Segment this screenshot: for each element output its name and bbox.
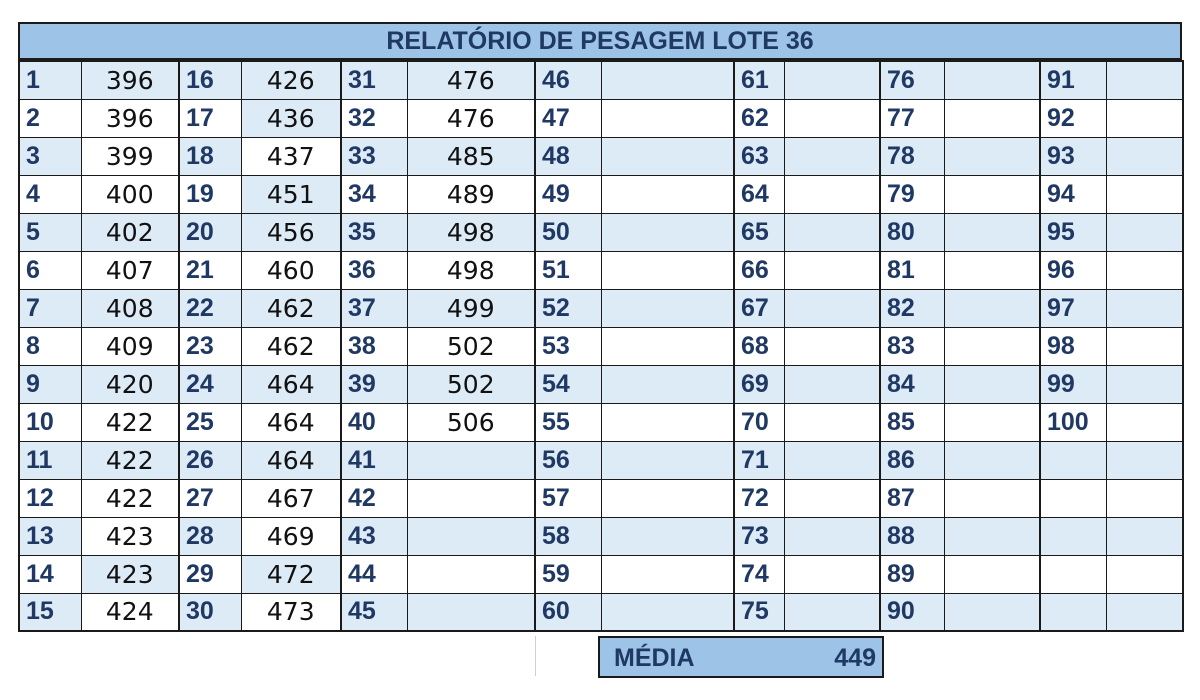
weight-value [407,441,535,479]
animal-number: 35 [341,213,407,251]
weight-value [1106,175,1183,213]
weight-value [601,365,734,403]
weight-value: 502 [407,365,535,403]
weight-value [1106,403,1183,441]
table-row [19,517,1183,555]
animal-number: 46 [535,61,601,99]
table-row [19,403,1183,441]
animal-number: 11 [19,441,81,479]
animal-number: 28 [179,517,241,555]
animal-number: 31 [341,61,407,99]
weight-value [944,61,1040,99]
animal-number: 84 [880,365,944,403]
average-value: 449 [834,644,876,672]
animal-number: 38 [341,327,407,365]
animal-number: 63 [734,137,784,175]
animal-number: 3 [19,137,81,175]
animal-number: 5 [19,213,81,251]
weight-value: 409 [81,327,179,365]
weight-value: 464 [241,403,341,441]
animal-number: 72 [734,479,784,517]
animal-number: 4 [19,175,81,213]
animal-number: 32 [341,99,407,137]
animal-number: 74 [734,555,784,593]
weight-value [944,213,1040,251]
animal-number: 41 [341,441,407,479]
weight-value [1106,251,1183,289]
animal-number: 73 [734,517,784,555]
weight-value: 396 [81,99,179,137]
weight-value: 506 [407,403,535,441]
weight-value: 426 [241,61,341,99]
animal-number: 70 [734,403,784,441]
weight-value [784,555,880,593]
animal-number: 67 [734,289,784,327]
animal-number: 78 [880,137,944,175]
animal-number: 52 [535,289,601,327]
animal-number: 48 [535,137,601,175]
animal-number: 36 [341,251,407,289]
weight-value [601,593,734,631]
animal-number: 77 [880,99,944,137]
animal-number: 47 [535,99,601,137]
weight-value: 498 [407,213,535,251]
table-row [19,61,1183,99]
weight-value: 464 [241,365,341,403]
animal-number [1040,479,1106,517]
weight-value [601,61,734,99]
weight-value: 400 [81,175,179,213]
weight-value [944,593,1040,631]
animal-number: 99 [1040,365,1106,403]
animal-number: 14 [19,555,81,593]
animal-number: 93 [1040,137,1106,175]
weight-value [1106,289,1183,327]
animal-number: 69 [734,365,784,403]
weight-value [944,403,1040,441]
weight-value [784,479,880,517]
weight-value: 456 [241,213,341,251]
weight-value: 451 [241,175,341,213]
weight-value [601,403,734,441]
weight-value [1106,327,1183,365]
weight-value [407,593,535,631]
weight-value [784,327,880,365]
animal-number: 98 [1040,327,1106,365]
animal-number: 9 [19,365,81,403]
animal-number: 1 [19,61,81,99]
animal-number: 45 [341,593,407,631]
weight-value [1106,61,1183,99]
weight-value: 499 [407,289,535,327]
animal-number: 54 [535,365,601,403]
animal-number: 97 [1040,289,1106,327]
weight-value: 502 [407,327,535,365]
weight-value [407,555,535,593]
animal-number: 53 [535,327,601,365]
weight-value [1106,441,1183,479]
table-row [19,213,1183,251]
animal-number: 21 [179,251,241,289]
weight-value [601,517,734,555]
weight-value [784,61,880,99]
animal-number: 12 [19,479,81,517]
weight-value: 422 [81,403,179,441]
table-row [19,593,1183,631]
animal-number: 75 [734,593,784,631]
animal-number: 80 [880,213,944,251]
animal-number: 37 [341,289,407,327]
weight-value [1106,555,1183,593]
weight-value [784,593,880,631]
weight-value [784,99,880,137]
table-row [19,365,1183,403]
weight-value: 396 [81,61,179,99]
animal-number: 2 [19,99,81,137]
weight-value [784,289,880,327]
animal-number: 92 [1040,99,1106,137]
animal-number: 64 [734,175,784,213]
weight-value: 462 [241,327,341,365]
weights-table [18,60,1184,632]
animal-number: 68 [734,327,784,365]
table-row [19,441,1183,479]
weight-value: 420 [81,365,179,403]
average-box [598,636,884,678]
animal-number: 81 [880,251,944,289]
animal-number: 43 [341,517,407,555]
weight-value [601,289,734,327]
animal-number: 56 [535,441,601,479]
animal-number: 50 [535,213,601,251]
weight-value: 489 [407,175,535,213]
weight-value [944,441,1040,479]
weight-value [944,137,1040,175]
animal-number: 61 [734,61,784,99]
animal-number [1040,555,1106,593]
weight-value: 485 [407,137,535,175]
weight-value: 424 [81,593,179,631]
animal-number: 57 [535,479,601,517]
report-title: RELATÓRIO DE PESAGEM LOTE 36 [18,22,1182,60]
animal-number: 79 [880,175,944,213]
animal-number: 15 [19,593,81,631]
animal-number: 91 [1040,61,1106,99]
table-row [19,99,1183,137]
weight-value [1106,213,1183,251]
animal-number [1040,517,1106,555]
weighing-report [18,22,1182,632]
weight-value: 422 [81,441,179,479]
weight-value: 460 [241,251,341,289]
animal-number: 34 [341,175,407,213]
weight-value: 472 [241,555,341,593]
animal-number: 60 [535,593,601,631]
weight-value [601,213,734,251]
weight-value: 467 [241,479,341,517]
weight-value: 408 [81,289,179,327]
weight-value [1106,479,1183,517]
animal-number: 85 [880,403,944,441]
weight-value [784,403,880,441]
animal-number: 49 [535,175,601,213]
animal-number [1040,441,1106,479]
animal-number: 71 [734,441,784,479]
weight-value [784,137,880,175]
animal-number: 33 [341,137,407,175]
weight-value [601,555,734,593]
weight-value: 422 [81,479,179,517]
weight-value [944,289,1040,327]
table-row [19,479,1183,517]
weight-value [944,175,1040,213]
animal-number: 65 [734,213,784,251]
weight-value: 498 [407,251,535,289]
animal-number: 95 [1040,213,1106,251]
weight-value: 469 [241,517,341,555]
weight-value [601,175,734,213]
weight-value [944,365,1040,403]
animal-number: 88 [880,517,944,555]
weight-value [601,251,734,289]
animal-number: 19 [179,175,241,213]
weight-value [601,99,734,137]
animal-number: 30 [179,593,241,631]
animal-number: 100 [1040,403,1106,441]
weight-value [944,517,1040,555]
animal-number: 39 [341,365,407,403]
gridline-fragment [535,636,536,676]
weight-value: 399 [81,137,179,175]
animal-number: 27 [179,479,241,517]
animal-number: 40 [341,403,407,441]
animal-number: 66 [734,251,784,289]
weight-value [784,251,880,289]
animal-number: 29 [179,555,241,593]
animal-number: 59 [535,555,601,593]
weight-value: 462 [241,289,341,327]
weight-value: 437 [241,137,341,175]
weight-value: 407 [81,251,179,289]
weight-value: 464 [241,441,341,479]
weight-value [601,441,734,479]
weight-value: 402 [81,213,179,251]
weight-value [784,517,880,555]
animal-number: 86 [880,441,944,479]
weight-value [944,251,1040,289]
animal-number: 23 [179,327,241,365]
weight-value [407,479,535,517]
animal-number: 55 [535,403,601,441]
weight-value [944,99,1040,137]
animal-number: 51 [535,251,601,289]
weight-value [784,441,880,479]
weight-value [1106,99,1183,137]
weight-value [784,175,880,213]
weight-value [1106,593,1183,631]
animal-number: 83 [880,327,944,365]
animal-number: 89 [880,555,944,593]
table-row [19,327,1183,365]
animal-number: 10 [19,403,81,441]
animal-number: 90 [880,593,944,631]
weight-value [944,327,1040,365]
weight-value [601,327,734,365]
animal-number: 17 [179,99,241,137]
animal-number: 22 [179,289,241,327]
weight-value [1106,517,1183,555]
animal-number: 20 [179,213,241,251]
animal-number: 76 [880,61,944,99]
weight-value [1106,365,1183,403]
animal-number: 82 [880,289,944,327]
animal-number: 8 [19,327,81,365]
weight-value [944,555,1040,593]
animal-number: 42 [341,479,407,517]
weight-value [601,137,734,175]
animal-number [1040,593,1106,631]
table-row [19,137,1183,175]
weight-value: 473 [241,593,341,631]
animal-number: 58 [535,517,601,555]
average-label: MÉDIA [614,644,695,672]
animal-number: 44 [341,555,407,593]
animal-number: 24 [179,365,241,403]
weight-value [784,365,880,403]
weight-value: 423 [81,555,179,593]
weight-value: 423 [81,517,179,555]
animal-number: 16 [179,61,241,99]
animal-number: 26 [179,441,241,479]
weight-value [944,479,1040,517]
animal-number: 96 [1040,251,1106,289]
animal-number: 13 [19,517,81,555]
weight-value: 436 [241,99,341,137]
animal-number: 25 [179,403,241,441]
animal-number: 7 [19,289,81,327]
table-row [19,251,1183,289]
table-row [19,289,1183,327]
animal-number: 62 [734,99,784,137]
animal-number: 94 [1040,175,1106,213]
animal-number: 18 [179,137,241,175]
table-row [19,555,1183,593]
weight-value [1106,137,1183,175]
weight-value [407,517,535,555]
animal-number: 87 [880,479,944,517]
table-row [19,175,1183,213]
weight-value [784,213,880,251]
weight-value [601,479,734,517]
weight-value: 476 [407,61,535,99]
animal-number: 6 [19,251,81,289]
weight-value: 476 [407,99,535,137]
